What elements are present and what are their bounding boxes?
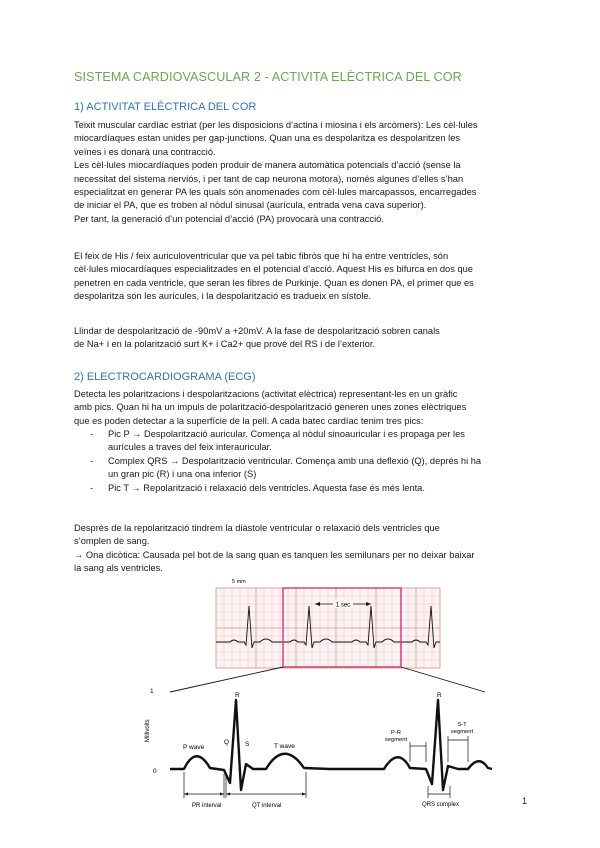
document-title: SISTEMA CARDIOVASCULAR 2 - ACTIVITA ELÈCTRICA DEL COR [74, 70, 462, 84]
t-wave-label: T wave [274, 743, 295, 750]
text-line: despolaritza són les aurícules, i la despolarització es tradueix en sístole. [74, 291, 372, 302]
pr-interval-label: PR interval [192, 803, 222, 809]
y-axis-label: Millivolts [145, 719, 151, 742]
text-line: Les cèl·lules miocardíaques poden produir de manera automàtica potencials d’acció (sense la [74, 160, 461, 171]
text-line: de Na+ i en la polarització surt K+ i Ca2+ que prové del RS i de l’exterior. [74, 339, 376, 350]
text-line: miocardíaques estan unides per gap-junctions. Quan una es despolaritza es despolaritzen les [74, 133, 461, 144]
text-line: - Pic T → Repolarització i relaxació dels ventricles. Aquesta fase és més lenta. [108, 482, 425, 493]
text-line: s’omplen de sang. [74, 536, 150, 547]
section-heading-ecg: 2) ELECTROCARDIOGRAMA (ECG) [74, 371, 256, 383]
s-label: S [245, 741, 250, 748]
text-line: Després de la repolarització tindrem la diàstole ventricular o relaxació dels ventricles que [74, 523, 440, 533]
text-line: necessitat del sistema nerviós, i per tant de cap neurona motora), només algunes d’elles s’han [74, 173, 464, 184]
paragraph-despres [74, 522, 534, 576]
text-line: aurícules a traves del feix interauricular. [108, 442, 272, 453]
r-label: R [235, 692, 240, 699]
ecg-detail-trace [170, 700, 492, 790]
text-line: cèl·lules miocardíaques especialitzades en el potencial d’acció. Aquest His es bifurca en dos que [74, 264, 473, 275]
text-line: que es poden detectar a la superfície de la pell. A cada batec cardíac tenim tres pics: [74, 415, 424, 426]
text-line: Teixit muscular cardíac estriat (per les disposicions d’actina i miosina i els arcòmers): Les cèl·lules [74, 120, 478, 130]
text-line: → Ona dicòtica: Causada pel bot de la sang quan es tanquen les semilunars per no deixar baixar [74, 549, 475, 560]
st-segment-label: segment [450, 729, 474, 735]
r2-label: R [437, 692, 442, 699]
text-line: especialitzat en generar PA les quals són anomenades com cèl·lules marcapassos, encarregades [74, 187, 477, 198]
text-line: Per tant, la generació d’un potencial d’acció (PA) provocarà una contracció. [74, 213, 384, 224]
zoom-line-right [401, 667, 485, 692]
text-line: - Complex QRS → Despolarització ventricular. Comença amb una deflexió (Q), deprés hi ha [108, 455, 482, 466]
st-segment-label: S-T [457, 722, 467, 728]
page-number: 1 [522, 796, 528, 806]
ecg-grid-strip [216, 579, 440, 668]
section-heading-activitat: 1) ACTIVITAT ELÈCTRICA DEL COR [74, 101, 257, 113]
time-scale-label: 1 sec [335, 602, 351, 609]
y-top-label: 1 [150, 688, 154, 695]
ecg-peaks-list [74, 428, 534, 495]
list-item [74, 455, 534, 482]
ecg-figure [140, 576, 505, 820]
y-zero-label: 0 [153, 768, 157, 775]
ecg-detail [145, 688, 492, 809]
pr-segment-label: P-R [391, 730, 401, 736]
qrs-complex-label: QRS complex [422, 802, 460, 808]
text-line: amb pics. Quan hi ha un impuls de polarització-despolarització generen unes zones elèctriques [74, 402, 467, 413]
list-item [74, 482, 534, 495]
zoom-line-left [170, 667, 283, 692]
list-item [74, 428, 534, 455]
text-line: Llindar de despolarització de -90mV a +20mV. A la fase de despolarització sobren canals [74, 326, 440, 336]
q-label: Q [224, 739, 230, 746]
speed-label: 5 mm [232, 579, 246, 585]
text-line: la sang als ventricles. [74, 563, 163, 574]
paragraph-llindar [74, 325, 534, 352]
p-wave-label: P wave [183, 744, 205, 751]
text-line: - Pic P → Despolarització auricular. Comença al nòdul sinoauricular i es propaga per les [108, 429, 465, 439]
paragraph-feix-his [74, 250, 534, 304]
paragraph-teixit [74, 119, 534, 226]
text-line: un gran pic (R) i una ona inferior (S) [108, 469, 257, 480]
text-line: penetren en cada ventricle, que seran les fibres de Purkinje. Quan es donen PA, el primer que es [74, 277, 474, 288]
text-line: de iniciar el PA, que es troben al nòdul sinusal (aurícula, entrada vena cava superior). [74, 200, 427, 211]
qt-interval-label: QT interval [252, 803, 282, 809]
text-line: El feix de His / feix auriculoventricular que va pel tabic fibròs que hi ha entre ventricles, són [74, 251, 449, 261]
text-line: Detecta les polaritzacions i despolaritzacions (activitat elèctrica) representant-les en un gràfic [74, 389, 458, 399]
pr-segment-label: segment [384, 737, 408, 743]
text-line: veïnes i es donarà una contracció. [74, 146, 216, 157]
paragraph-detecta [74, 388, 534, 428]
